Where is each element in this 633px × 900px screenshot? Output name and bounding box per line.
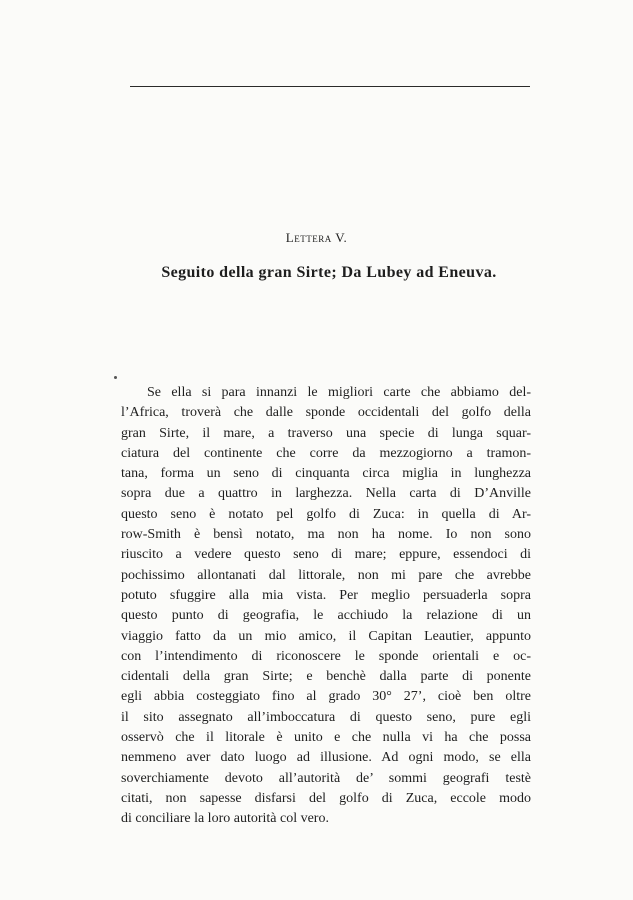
body-line: egli abbia costeggiato fino al grado 30° 27’, cioè ben oltre	[121, 689, 531, 705]
body-line: tana, forma un seno di cinquanta circa miglia in lunghezza	[121, 466, 531, 482]
body-line: questo punto di geografia, le acchiudo la relazione di un	[121, 608, 531, 624]
body-line: il sito assegnato all’imboccatura di questo seno, pure egli	[121, 709, 531, 725]
body-line: gran Sirte, il mare, a traverso una specie di lunga squar-	[121, 425, 531, 441]
body-line: viaggio fatto da un mio amico, il Capitan Leautier, appunto	[121, 628, 531, 644]
body-line: riuscito a vedere questo seno di mare; eppure, essendoci di	[121, 547, 531, 563]
body-line: ciatura del continente che corre da mezzogiorno a tramon-	[121, 445, 531, 461]
body-line: questo seno è notato pel golfo di Zuca: in quella di Ar-	[121, 506, 531, 522]
body-line: sopra due a quattro in larghezza. Nella carta di D’Anville	[121, 486, 531, 502]
body-line: nemmeno aver dato luogo ad illusione. Ad ogni modo, se ella	[121, 750, 531, 766]
body-line: pochissimo allontanati dal littorale, non mi pare che avrebbe	[121, 567, 531, 583]
body-line: l’Africa, troverà che dalle sponde occidentali del golfo della	[121, 405, 531, 421]
body-line: osservò che il litorale è unito e che nulla vi ha che possa	[121, 730, 531, 746]
body-line: cidentali della gran Sirte; e benchè dalla parte di ponente	[121, 669, 531, 685]
body-line: con l’intendimento di riconoscere le sponde orientali e oc-	[121, 648, 531, 664]
body-line: Se ella si para innanzi le migliori carte che abbiamo del-	[147, 385, 531, 400]
letter-label: Lettera V.	[285, 230, 348, 245]
body-line: citati, non sapesse disfarsi del golfo di Zuca, eccole modo	[121, 790, 531, 806]
letter-number	[0, 230, 633, 246]
body-line: row-Smith è bensì notato, ma non ha nome. Io non sono	[121, 527, 531, 543]
header-rule	[130, 86, 530, 87]
body-line: di conciliare la loro autorità col vero.	[121, 811, 329, 827]
print-speck	[114, 376, 117, 379]
section-title: Seguito della gran Sirte; Da Lubey ad Eneuva.	[161, 264, 497, 281]
body-paragraph	[121, 383, 531, 830]
body-line: soverchiamente devoto all’autorità de’ sommi geografi testè	[121, 770, 531, 786]
body-line: potuto sfuggire alla mia vista. Per meglio persuaderla sopra	[121, 587, 531, 603]
